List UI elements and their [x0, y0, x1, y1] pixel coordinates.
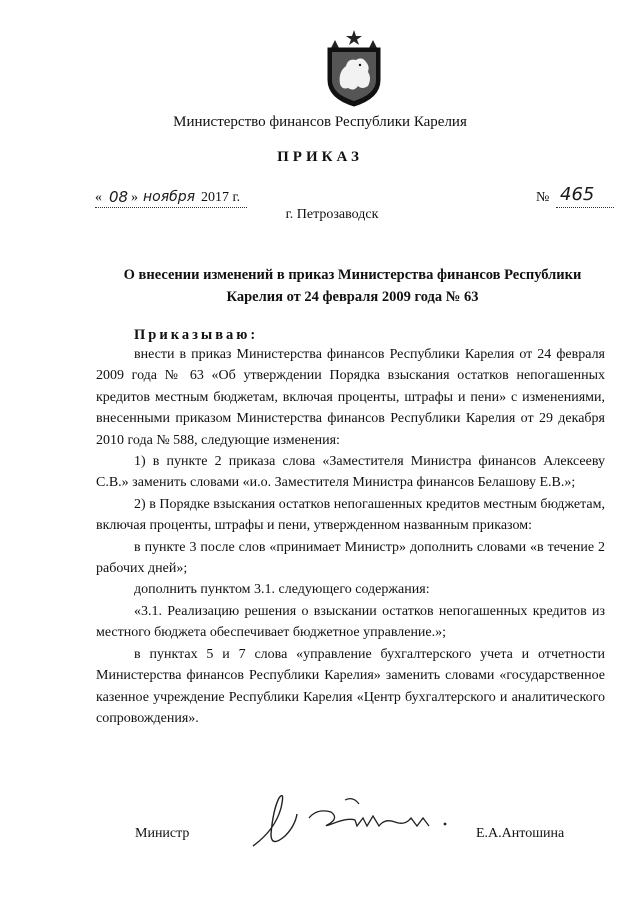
body-paragraph: дополнить пунктом 3.1. следующего содержания:: [134, 582, 430, 598]
date-month: ноября: [143, 189, 196, 205]
city: г. Петрозаводск: [285, 207, 379, 222]
handwritten-signature: [245, 778, 475, 858]
date-open-quote: «: [95, 190, 102, 205]
title-line-1: О внесении изменений в приказ Министерства финансов Республики: [123, 267, 582, 283]
signatory-name: Е.А.Антошина: [476, 826, 565, 841]
number-value: 465: [560, 184, 595, 205]
body-paragraph: «3.1. Реализацию решения о взыскании остатков непогашенных кредитов из местного бюджета обеспечивает бюджетное управление.»;: [96, 603, 605, 641]
title-line-2: Карелия от 24 февраля 2009 года № 63: [226, 289, 479, 305]
signatory-position: Министр: [135, 826, 190, 841]
body-paragraph: 2) в Порядке взыскания остатков непогашенных кредитов местным бюджетам, включая проценты, штрафы и пени, утвержденном названным приказом:: [96, 496, 605, 534]
body-paragraph: в пункте 3 после слов «принимает Министр» дополнить словами «в течение 2 рабочих дней»;: [96, 539, 605, 577]
body-paragraph: внести в приказ Министерства финансов Республики Карелия от 24 февраля 2009 года № 63 «Об утверждении Порядка взыскания остатков непогашенных кредитов местным бюджетам, включая проценты, штрафы и пени» с изменениями, внесенными приказом Министерства финансов Республики Карелия от 29 декабря 2010 года № 588, следующие изменения:: [96, 347, 605, 448]
date-day: 08: [109, 188, 129, 206]
document-title: [100, 264, 605, 308]
document-type: ПРИКАЗ: [277, 149, 363, 165]
coat-of-arms-icon: [318, 28, 390, 108]
ministry-name: Министерство финансов Республики Карелия: [173, 114, 467, 130]
number-label: №: [536, 190, 550, 205]
order-word: Приказываю:: [134, 327, 259, 343]
document-body: [96, 344, 605, 729]
body-paragraph: 1) в пункте 2 приказа слова «Заместителя Министра финансов Алексееву С.В.» заменить словами «и.о. Заместителя Министра финансов Белашову Е.В.»;: [96, 454, 605, 491]
date-year: 2017 г.: [201, 190, 241, 205]
body-paragraph: в пунктах 5 и 7 слова «управление бухгалтерского учета и отчетности Министерства финансов Республики Карелия» заменить словами «государственное казенное учреждение Республики Карелия «Центр бухгалтерского и аналитического сопровождения».: [96, 646, 605, 726]
date-close-quote: »: [131, 190, 138, 205]
